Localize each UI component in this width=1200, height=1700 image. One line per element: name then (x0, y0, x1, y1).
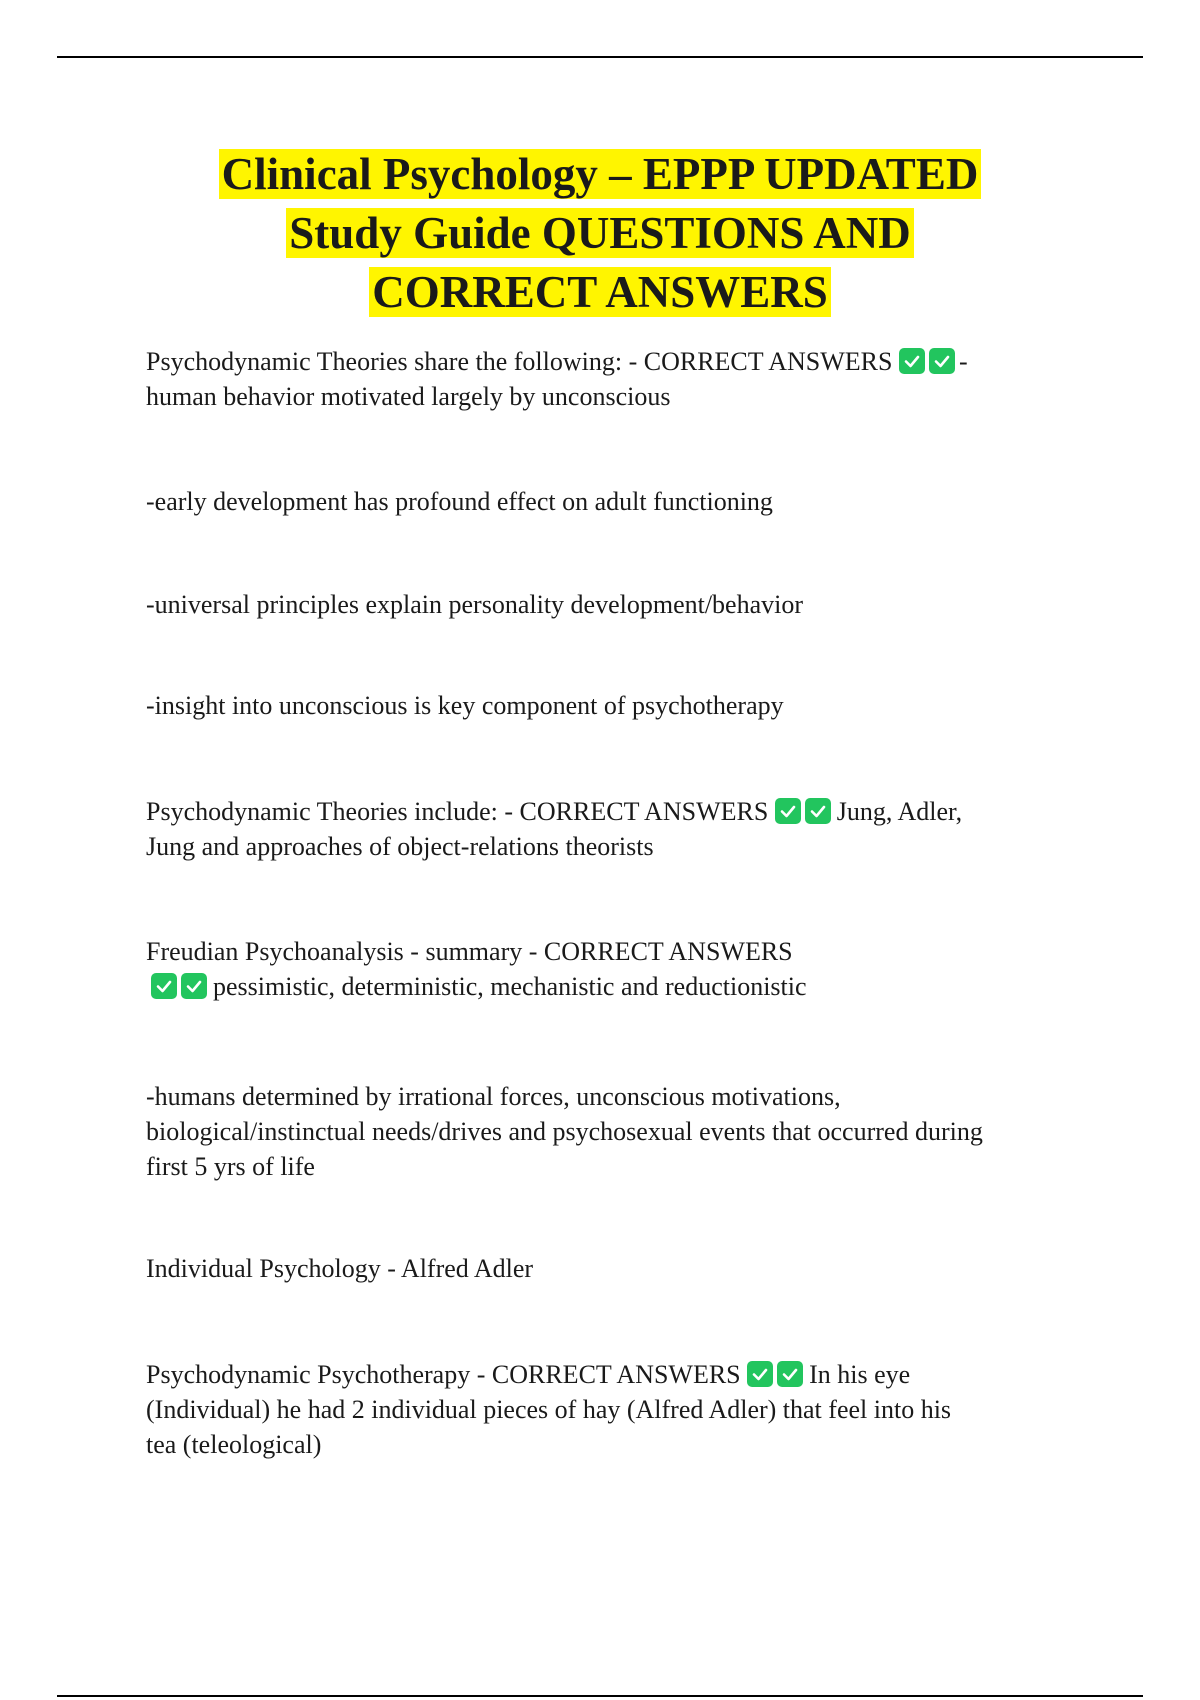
check-mark-icon (775, 798, 801, 824)
answer-block (146, 1079, 1081, 1184)
answer-text: - (958, 347, 968, 376)
qa-item-2 (146, 794, 1081, 864)
section-line: Individual Psychology - Alfred Adler (146, 1254, 534, 1283)
question-text: Psychodynamic Psychotherapy - CORRECT ANSWERS (146, 1360, 741, 1389)
qa-item-1 (146, 344, 1081, 414)
answer-line: -early development has profound effect on adult functioning (146, 487, 773, 516)
check-mark-icon (181, 973, 207, 999)
answer-text: In his eye (809, 1360, 911, 1389)
check-mark-icon (899, 348, 925, 374)
check-mark-icon (151, 973, 177, 999)
answer-line: first 5 yrs of life (146, 1152, 315, 1181)
title-line-1: Clinical Psychology – EPPP UPDATED (219, 149, 982, 199)
check-mark-icon (929, 348, 955, 374)
top-rule (57, 56, 1143, 58)
title-line-2: Study Guide QUESTIONS AND (286, 208, 913, 258)
question-text: Freudian Psychoanalysis - summary - CORRECT ANSWERS (146, 937, 793, 966)
check-mark-icon (747, 1361, 773, 1387)
answer-continuation: Jung and approaches of object-relations theorists (146, 832, 654, 861)
question-text: Psychodynamic Theories share the following: - CORRECT ANSWERS (146, 347, 893, 376)
qa-item-3 (146, 934, 1081, 1004)
answer-line: (Individual) he had 2 individual pieces of hay (Alfred Adler) that feel into his (146, 1395, 952, 1424)
answer-line: biological/instinctual needs/drives and psychosexual events that occurred during (146, 1117, 983, 1146)
answer-line: tea (teleological) (146, 1430, 322, 1459)
check-mark-icon (805, 798, 831, 824)
answer-line: -universal principles explain personality development/behavior (146, 590, 804, 619)
qa-item-4 (146, 1357, 1081, 1462)
answer-line: -insight into unconscious is key component of psychotherapy (146, 691, 784, 720)
answer-text: pessimistic, deterministic, mechanistic and reductionistic (213, 972, 807, 1001)
bottom-rule (57, 1695, 1143, 1697)
question-text: Psychodynamic Theories include: - CORRECT ANSWERS (146, 797, 769, 826)
document-title (60, 145, 1140, 322)
answer-line: -humans determined by irrational forces, unconscious motivations, (146, 1082, 841, 1111)
answer-text: Jung, Adler, (836, 797, 963, 826)
answer-continuation: human behavior motivated largely by unconscious (146, 382, 671, 411)
title-line-3: CORRECT ANSWERS (369, 267, 831, 317)
check-mark-icon (777, 1361, 803, 1387)
